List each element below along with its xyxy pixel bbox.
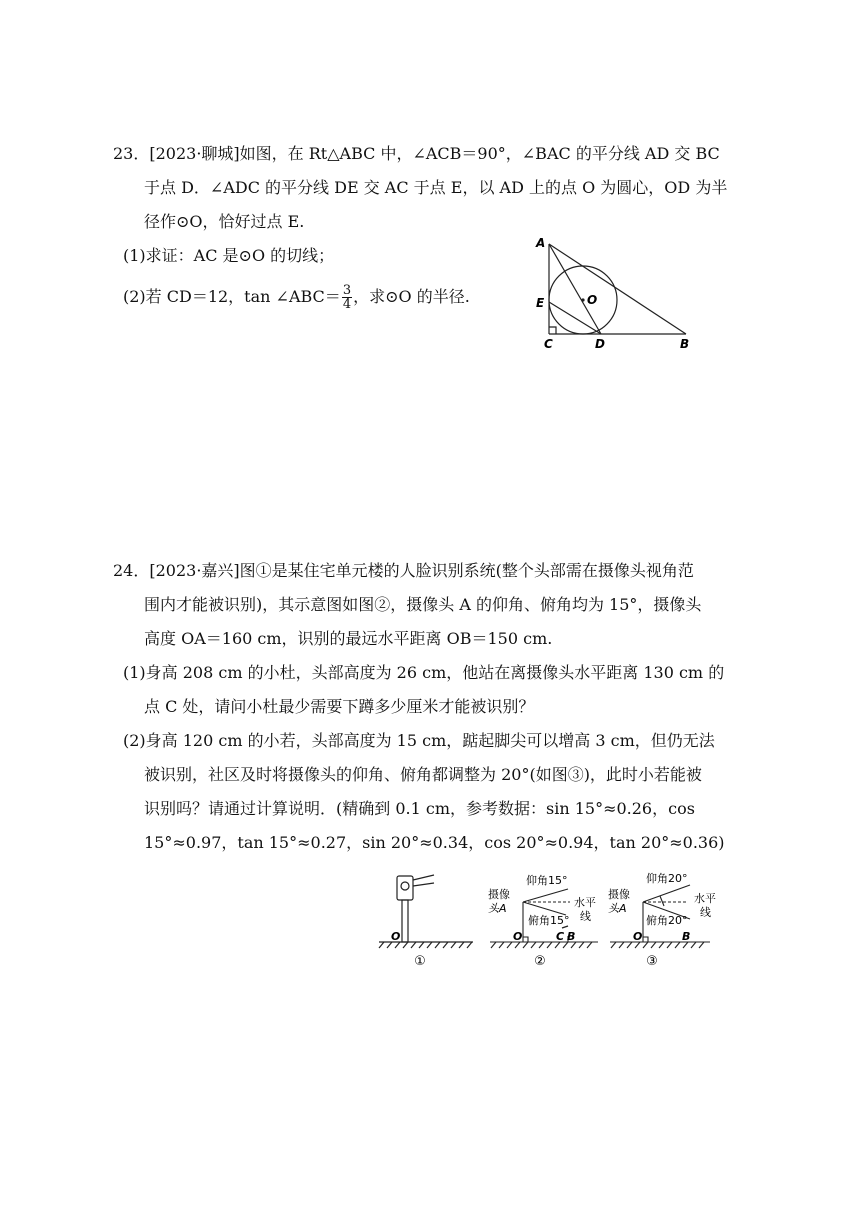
label-B: B xyxy=(680,337,690,351)
label-D: D xyxy=(595,337,605,351)
fig2-caption: ② xyxy=(534,954,546,969)
q24-part-1-line-2: 点 C 处，请问小杜最少需要下蹲多少厘米才能被识别？ xyxy=(144,697,535,716)
fig3-camera-label-1: 摄像 xyxy=(608,888,630,901)
q24-figure-3 xyxy=(608,866,718,970)
fig2-depression-label: 俯角15° xyxy=(528,914,570,927)
q24-part-1-line-1: (1)身高 208 cm 的小杜，头部高度为 26 cm，他站在离摄像头水平距离 130 cm 的 xyxy=(123,663,725,682)
fig2-camera-label-2: 头A xyxy=(488,902,507,915)
fig1-caption: ① xyxy=(414,954,426,969)
q23-line-2: 于点 D．∠ADC 的平分线 DE 交 AC 于点 E，以 AD 上的点 O 为圆心，OD 为半 xyxy=(144,178,728,197)
fig2-label-B: B xyxy=(567,930,576,943)
q23-line-1: 23．[2023·聊城]如图，在 Rt△ABC 中，∠ACB＝90°，∠BAC 的平分线 AD 交 BC xyxy=(113,144,720,163)
q24-part-2-line-2: 被识别，社区及时将摄像头的仰角、俯角都调整为 20°(如图③)，此时小若能被 xyxy=(144,765,702,784)
fig3-label-O: O xyxy=(633,930,643,943)
label-A: A xyxy=(536,236,546,250)
q24-line-2: 围内才能被识别)，其示意图如图②，摄像头 A 的仰角、俯角均为 15°，摄像头 xyxy=(144,595,702,614)
q23-part-2: (2)若 CD＝12，tan ∠ABC＝ $\frac{3}{4}$ ，求⊙O 的半径. xyxy=(123,283,470,312)
fig1-label-O: O xyxy=(391,930,401,943)
q24-line-3: 高度 OA＝160 cm，识别的最远水平距离 OB＝150 cm. xyxy=(144,629,553,648)
fig2-label-O: O xyxy=(513,930,523,943)
label-O: O xyxy=(587,293,598,307)
q24-line-1: 24．[2023·嘉兴]图①是某住宅单元楼的人脸识别系统(整个头部需在摄像头视角范 xyxy=(113,561,694,580)
fig2-horizontal-label-1: 水平 xyxy=(574,896,596,909)
q24-figure-1 xyxy=(376,866,476,970)
fig3-horizontal-label-1: 水平 xyxy=(694,892,716,905)
label-C: C xyxy=(544,337,553,351)
fig2-elevation-label: 仰角15° xyxy=(526,874,568,887)
fig2-horizontal-label-2: 线 xyxy=(580,910,591,923)
fig2-label-C: C xyxy=(556,930,565,943)
q23-figure xyxy=(530,232,705,352)
fig3-caption: ③ xyxy=(646,954,658,969)
fig3-label-B: B xyxy=(682,930,691,943)
q23-line-3: 径作⊙O，恰好过点 E. xyxy=(144,212,305,231)
fig3-elevation-label: 仰角20° xyxy=(646,872,688,885)
q23-part-1: (1)求证：AC 是⊙O 的切线； xyxy=(123,246,335,265)
q24-part-2-line-3: 识别吗？请通过计算说明．(精确到 0.1 cm，参考数据：sin 15°≈0.26，cos xyxy=(144,799,695,818)
fig3-camera-label-2: 头A xyxy=(608,902,627,915)
label-E: E xyxy=(536,296,545,310)
fig3-depression-label: 俯角20° xyxy=(646,914,688,927)
q24-part-2-line-1: (2)身高 120 cm 的小若，头部高度为 15 cm，踮起脚尖可以增高 3 cm，但仍无法 xyxy=(123,731,715,750)
q24-figure-2 xyxy=(488,866,600,970)
q24-part-2-line-4: 15°≈0.97，tan 15°≈0.27，sin 20°≈0.34，cos 20°≈0.94，tan 20°≈0.36) xyxy=(144,833,725,852)
fig2-camera-label-1: 摄像 xyxy=(488,888,510,901)
fraction-3-4: $\frac{3}{4}$ xyxy=(342,283,352,312)
fig3-horizontal-label-2: 线 xyxy=(700,906,711,919)
